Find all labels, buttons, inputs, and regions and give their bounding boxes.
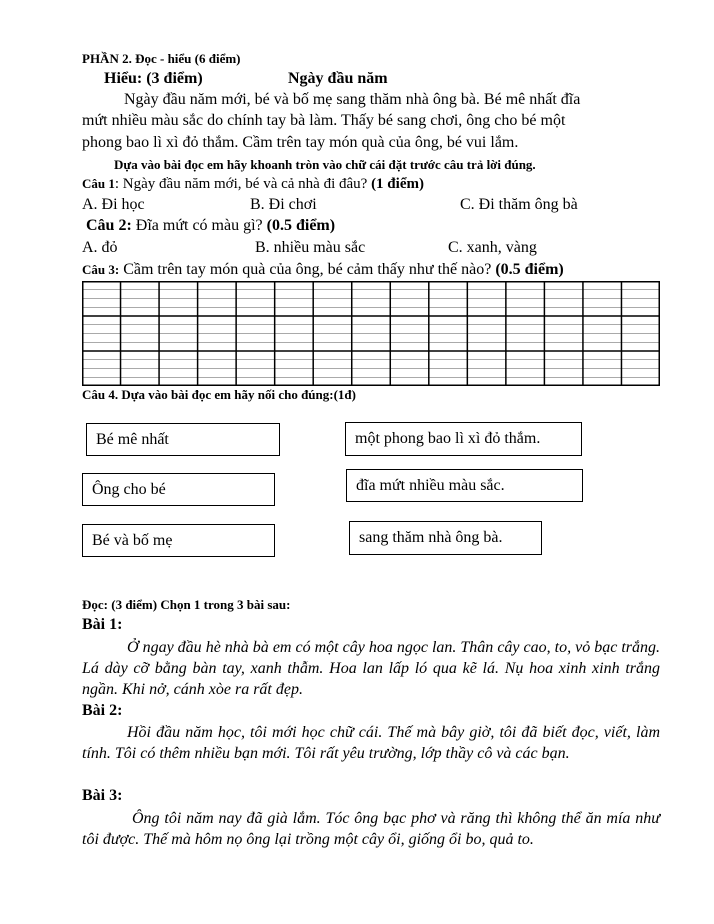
q2-points: (0.5 điểm) <box>266 217 336 234</box>
match-left-2-label: Ông cho bé <box>92 480 166 498</box>
q2-option-c: C. xanh, vàng <box>448 239 537 256</box>
match-right-1[interactable] <box>345 422 582 456</box>
q1-option-a: A. Đi học <box>82 196 145 213</box>
bai1-text: Ở ngay đầu hè nhà bà em có một cây hoa ngọc lan. Thân cây cao, to, vỏ bạc trắng. Lá dày cỡ bằng bàn tay, xanh thẫm. Hoa lan lấp ló qua kẽ lá. Nụ hoa xinh xinh trắng ngần. Khi nở, cánh xòe ra rất đẹp. <box>82 639 660 698</box>
match-right-3-label: sang thăm nhà ông bà. <box>359 529 503 546</box>
q3-label: Câu 3: <box>82 262 120 277</box>
q2-label: Câu 2: <box>86 217 132 234</box>
q1-label: Câu 1 <box>82 176 115 191</box>
q1-option-b: B. Đi chơi <box>250 196 317 213</box>
q2-option-a: A. đỏ <box>82 239 118 256</box>
match-right-3[interactable] <box>349 521 542 555</box>
passage-line-1: Ngày đầu năm mới, bé và bố mẹ sang thăm nhà ông bà. Bé mê nhất đĩa <box>124 91 581 108</box>
instruction: Dựa vào bài đọc em hãy khoanh tròn vào chữ cái đặt trước câu trả lời đúng. <box>114 157 536 172</box>
q1-text: : Ngày đầu năm mới, bé và cả nhà đi đâu? <box>114 176 368 192</box>
q2-text: Đĩa mứt có màu gì? <box>135 217 263 234</box>
bai2-label: Bài 2: <box>82 702 123 719</box>
bai3-text: Ông tôi năm nay đã già lắm. Tóc ông bạc phơ và răng thì không thể ăn mía như tôi được. Thế mà hôm nọ ông lại trồng một cây ổi, giống ổi bo, quả to. <box>82 810 660 848</box>
match-left-3-label: Bé và bố mẹ <box>92 531 173 549</box>
match-left-1[interactable] <box>86 423 280 456</box>
bai2-text: Hồi đầu năm học, tôi mới học chữ cái. Thế mà bây giờ, tôi đã biết đọc, viết, làm tính. Tôi có thêm nhiều bạn mới. Tôi rất yêu trường, lớp thầy cô và các bạn. <box>82 724 660 762</box>
passage-line-3: phong bao lì xì đỏ thắm. Cầm trên tay món quà của ông, bé vui lắm. <box>82 134 519 151</box>
q4-title: Câu 4. Dựa vào bài đọc em hãy nối cho đúng:(1đ) <box>82 387 356 402</box>
part2-heading: PHẦN 2. Đọc - hiểu (6 điểm) <box>82 51 241 66</box>
passage-line-2: mứt nhiều màu sắc do chính tay bà làm. Thấy bé sang chơi, ông cho bé một <box>82 112 566 129</box>
bai3-label: Bài 3: <box>82 787 123 804</box>
match-right-2[interactable] <box>346 469 583 502</box>
match-left-3[interactable] <box>82 524 275 557</box>
question-3 <box>82 261 564 279</box>
match-right-2-label: đĩa mứt nhiều màu sắc. <box>356 476 505 494</box>
match-left-2[interactable] <box>82 473 275 506</box>
q1-points: (1 điểm) <box>371 176 424 192</box>
q2-option-b: B. nhiều màu sắc <box>255 239 366 256</box>
reading-heading: Đọc: (3 điểm) Chọn 1 trong 3 bài sau: <box>82 597 291 612</box>
match-left-1-label: Bé mê nhất <box>96 430 169 448</box>
q3-points: (0.5 điểm) <box>495 261 564 278</box>
bai1-label: Bài 1: <box>82 616 123 633</box>
match-right-1-label: một phong bao lì xì đỏ thắm. <box>355 430 541 447</box>
q3-text: Cầm trên tay món quà của ông, bé cảm thấy như thế nào? <box>123 261 492 278</box>
hieu-label: Hiểu: (3 điểm) <box>104 70 203 87</box>
question-1 <box>82 176 424 193</box>
story-title: Ngày đầu năm <box>288 70 388 87</box>
q1-option-c: C. Đi thăm ông bà <box>460 196 578 213</box>
question-2 <box>86 217 335 235</box>
writing-grid[interactable] <box>82 281 660 386</box>
